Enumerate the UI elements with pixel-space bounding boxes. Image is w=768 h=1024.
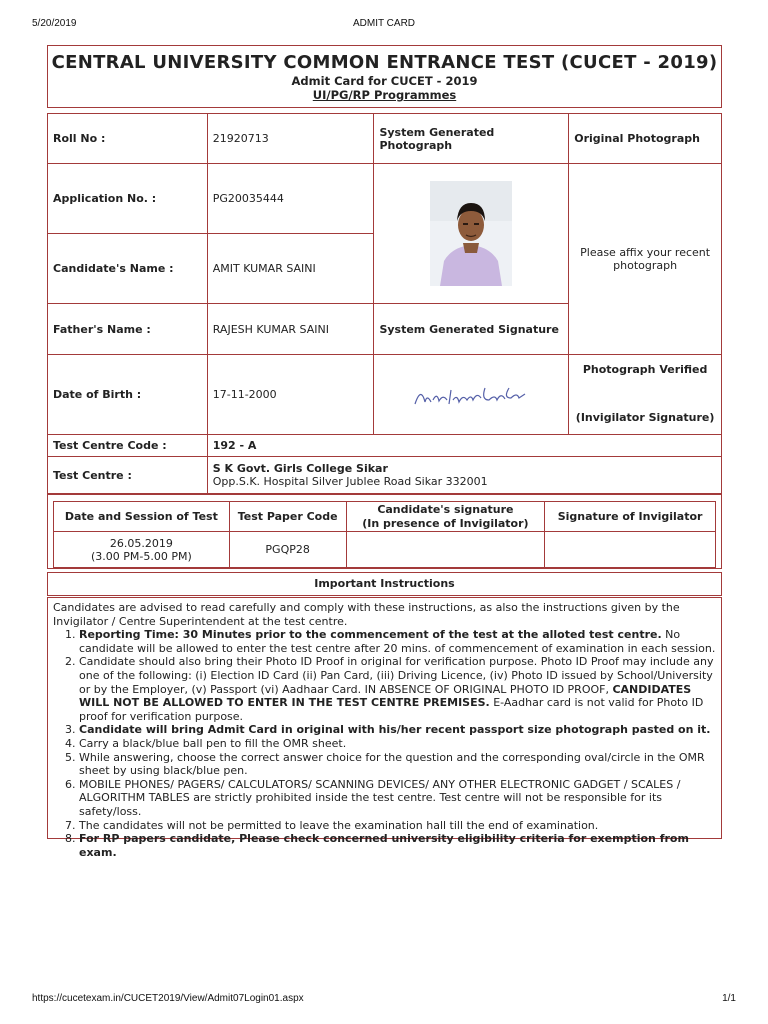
invigilator-signature-blank [545, 532, 716, 568]
affix-photo-cell [569, 164, 722, 355]
roll-value: 21920713 [207, 114, 374, 164]
page-title: CENTRAL UNIVERSITY COMMON ENTRANCE TEST (CUCET - 2019) [51, 52, 718, 73]
centre-value [207, 457, 721, 494]
schedule-table [53, 501, 716, 568]
centre-code-value: 192 - A [207, 435, 721, 457]
instruction-item: 2. Candidate should also bring their Photo ID Proof in original for verification purpose. Photo ID Proof may include any one of the following: (i) Election ID Card (ii) Pan Card, (iii) Driving Licence, (iv) Photo ID issued by School/University or by the Employer, (v) Passport (vi) Aadhaar Card. IN ABSENCE OF ORIGINAL PHOTO ID PROOF, CANDIDATES WILL NOT BE ALLOWED TO ENTER IN THE TEST CENTRE PREMISES. E-Aadhar card is not valid for Photo ID proof for verification purpose. [79, 655, 716, 723]
print-title: ADMIT CARD [352, 18, 416, 29]
centre-code-label: Test Centre Code : [48, 435, 208, 457]
programmes-label: UI/PG/RP Programmes [312, 88, 457, 102]
print-date: 5/20/2019 [32, 18, 77, 29]
candidate-signature [411, 380, 531, 410]
system-signature-label: System Generated Signature [374, 304, 569, 355]
application-value: PG20035444 [207, 164, 374, 234]
instructions-box [47, 597, 722, 859]
test-date: 26.05.2019 [109, 536, 173, 550]
photo-verified-label: Photograph Verified [582, 363, 708, 376]
col-invigilator-signature: Signature of Invigilator [545, 502, 716, 532]
instruction-item: 1. Reporting Time: 30 Minutes prior to the commencement of the test at the alloted test centre. No candidate will be allowed to enter the test centre after 20 mins. of commencement of examination in each session. [79, 628, 716, 655]
father-name-value: RAJESH KUMAR SAINI [207, 304, 374, 355]
col-candidate-signature [346, 502, 545, 532]
print-url[interactable]: https://cucetexam.in/CUCET2019/View/Admit07Login01.aspx [32, 993, 304, 1004]
col-candidate-signature-line1: Candidate's signature [377, 502, 514, 516]
instruction-item: 6. MOBILE PHONES/ PAGERS/ CALCULATORS/ SCANNING DEVICES/ ANY OTHER ELECTRONIC GADGET / SCALES / ALGORITHM TABLES are strictly prohibited inside the test centre. Test centre will not be responsible for its safety/loss. [79, 778, 716, 819]
system-photo-label: System Generated Photograph [374, 114, 569, 164]
schedule-box [47, 494, 722, 569]
page-subtitle: Admit Card for CUCET - 2019 [291, 74, 478, 88]
candidate-name-value: AMIT KUMAR SAINI [207, 234, 374, 304]
instructions-intro: Candidates are advised to read carefully and comply with these instructions, as also the instructions given by the Invigilator / Centre Superintendent at the test centre. [53, 601, 680, 628]
centre-name: S K Govt. Girls College Sikar [212, 462, 388, 475]
instruction-item: 3. Candidate will bring Admit Card in original with his/her recent passport size photograph pasted on it. [79, 723, 716, 737]
verification-cell [569, 355, 722, 435]
instruction-item: 4. Carry a black/blue ball pen to fill the OMR sheet. [79, 737, 716, 751]
test-session: (3.00 PM-5.00 PM) [90, 549, 192, 563]
centre-label: Test Centre : [48, 457, 208, 494]
centre-address: Opp.S.K. Hospital Silver Jublee Road Sikar 332001 [212, 475, 488, 488]
col-candidate-signature-line2: (In presence of Invigilator) [362, 516, 529, 530]
candidate-name-label: Candidate's Name : [48, 234, 208, 304]
instruction-item: 7. The candidates will not be permitted to leave the examination hall till the end of examination. [79, 819, 716, 833]
paper-code-value: PGQP28 [229, 532, 346, 568]
original-photo-label: Original Photograph [569, 114, 722, 164]
dob-label: Date of Birth : [48, 355, 208, 435]
signature-cell [374, 355, 569, 435]
roll-label: Roll No : [48, 114, 208, 164]
print-page-number: 1/1 [722, 993, 736, 1004]
instructions-heading: Important Instructions [47, 572, 722, 596]
dob-value: 17-11-2000 [207, 355, 374, 435]
candidate-details-table [47, 113, 722, 494]
instructions-list [53, 628, 716, 859]
candidate-signature-blank [346, 532, 545, 568]
print-footer [32, 993, 736, 1004]
affix-photo-text: Please affix your recent photograph [580, 246, 711, 272]
col-date-session: Date and Session of Test [54, 502, 230, 532]
application-label: Application No. : [48, 164, 208, 234]
father-name-label: Father's Name : [48, 304, 208, 355]
instruction-item: 5. While answering, choose the correct answer choice for the question and the corresponding oval/circle in the OMR sheet by using black/blue pen. [79, 751, 716, 778]
system-photo-cell [374, 164, 569, 304]
title-box [47, 45, 722, 108]
candidate-photo [430, 181, 512, 286]
date-session-value [54, 532, 230, 568]
invigilator-signature-label: (Invigilator Signature) [575, 411, 715, 424]
instruction-item: 8. For RP papers candidate, Please check concerned university eligibility criteria for exemption from exam. [79, 832, 716, 859]
col-paper-code: Test Paper Code [229, 502, 346, 532]
